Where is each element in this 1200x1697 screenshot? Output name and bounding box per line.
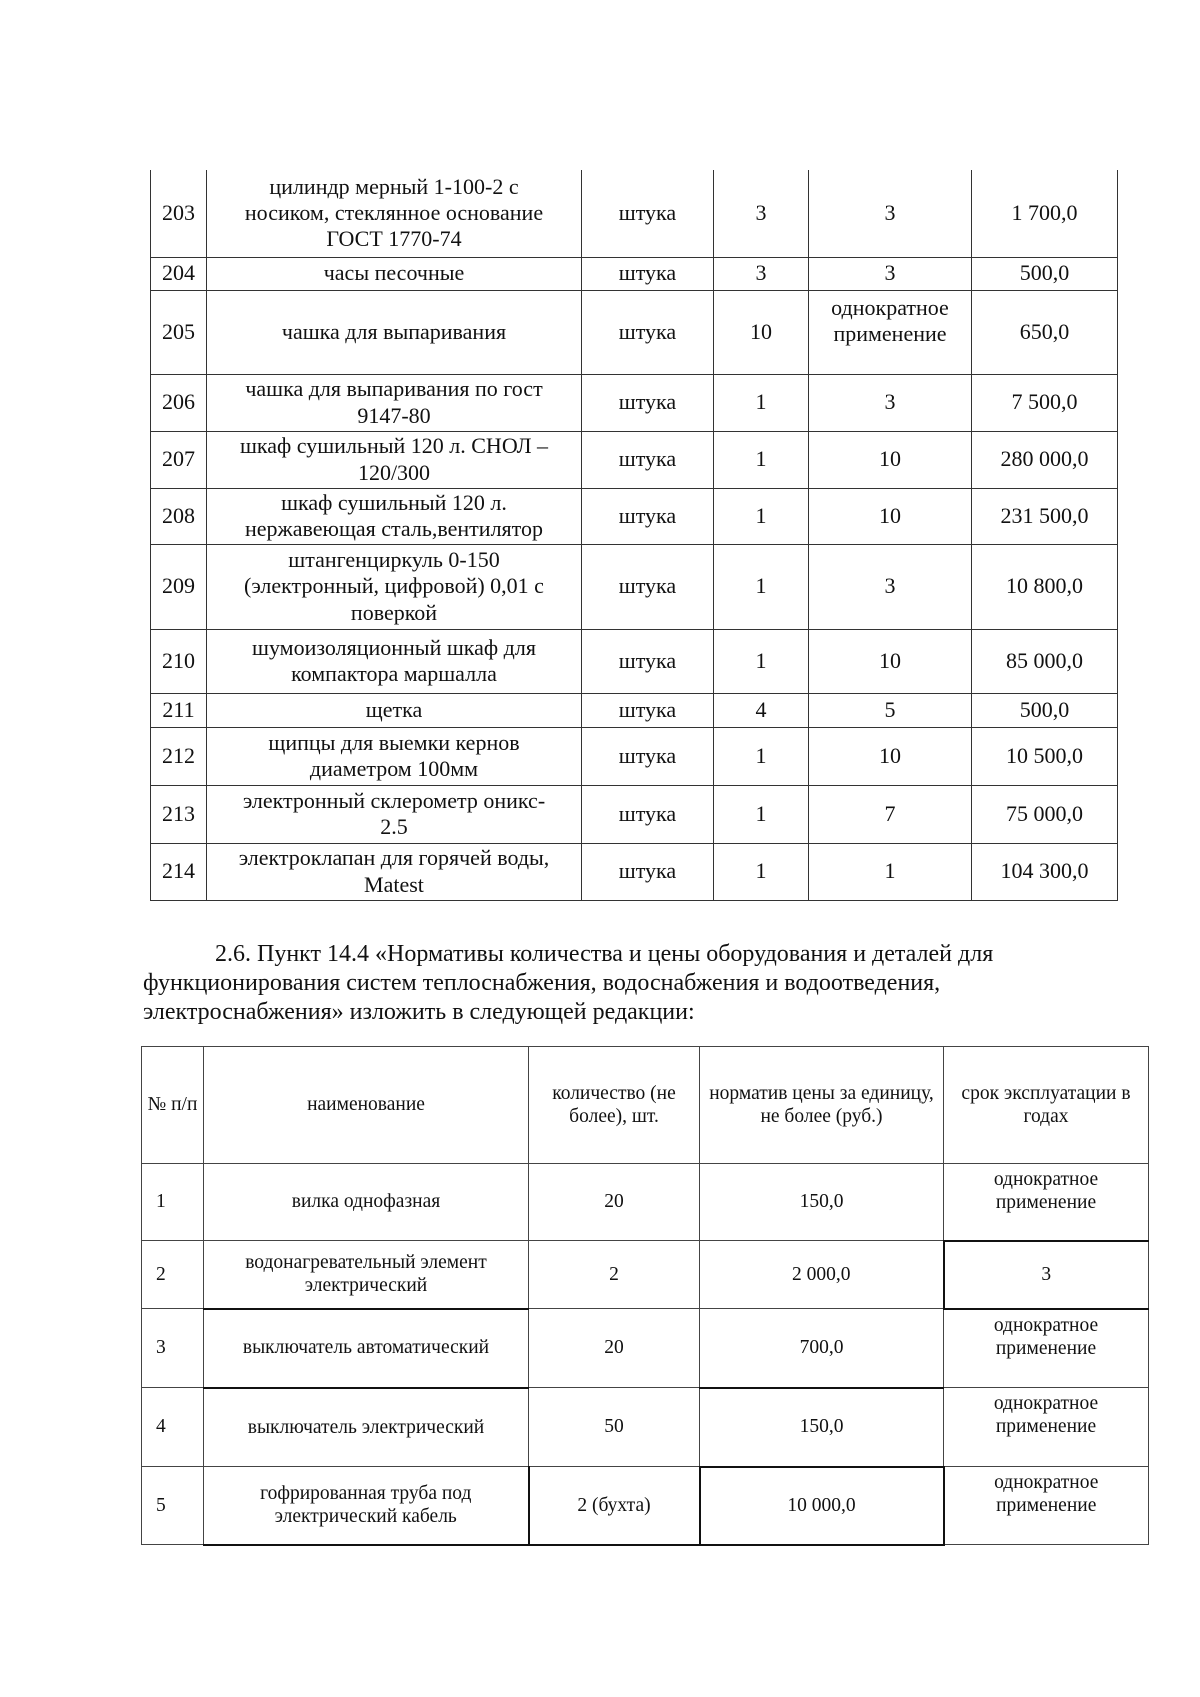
quantity: 2 — [529, 1241, 700, 1309]
table-row — [142, 1309, 1149, 1388]
row-number: 213 — [151, 785, 207, 843]
row-number: 1 — [142, 1164, 204, 1241]
quantity: 50 — [529, 1388, 700, 1467]
quantity: 1 — [714, 727, 809, 785]
item-name: шкаф сушильный 120 л. СНОЛ – 120/300 — [207, 431, 582, 488]
paragraph-line: функционирования систем теплоснабжения, водоснабжения и водоотведения, — [143, 970, 941, 996]
row-number: 2 — [142, 1241, 204, 1309]
table-row — [151, 170, 1118, 257]
service-term: однократное применение — [944, 1467, 1149, 1545]
header-price: норматив цены за единицу, не более (руб.) — [700, 1047, 944, 1164]
price: 150,0 — [700, 1388, 944, 1467]
table-row — [151, 257, 1118, 290]
quantity: 20 — [529, 1164, 700, 1241]
paragraph-line: 2.6. Пункт 14.4 «Нормативы количества и цены оборудования и деталей для — [215, 941, 994, 967]
unit: штука — [582, 843, 714, 900]
unit: штука — [582, 488, 714, 544]
item-name: чашка для выпаривания — [207, 290, 582, 374]
service-term: 10 — [809, 727, 972, 785]
price: 10 500,0 — [972, 727, 1118, 785]
table-row — [151, 290, 1118, 374]
row-number: 214 — [151, 843, 207, 900]
service-term: 5 — [809, 693, 972, 727]
quantity: 3 — [714, 257, 809, 290]
price: 500,0 — [972, 257, 1118, 290]
price: 10 800,0 — [972, 544, 1118, 629]
service-term: однократное применение — [944, 1309, 1149, 1388]
row-number: 206 — [151, 374, 207, 431]
service-term: однократное применение — [809, 290, 972, 374]
quantity: 4 — [714, 693, 809, 727]
service-term: 3 — [809, 374, 972, 431]
quantity: 1 — [714, 785, 809, 843]
item-name: вилка однофазная — [204, 1164, 529, 1241]
unit: штука — [582, 170, 714, 257]
row-number: 210 — [151, 629, 207, 693]
quantity: 1 — [714, 374, 809, 431]
service-term: 1 — [809, 843, 972, 900]
row-number: 207 — [151, 431, 207, 488]
price: 500,0 — [972, 693, 1118, 727]
unit: штука — [582, 727, 714, 785]
item-name: щипцы для выемки кернов диаметром 100мм — [207, 727, 582, 785]
electrical-parts-table — [141, 1046, 1149, 1546]
price: 150,0 — [700, 1164, 944, 1241]
table-row — [151, 488, 1118, 544]
price: 231 500,0 — [972, 488, 1118, 544]
table-row — [151, 431, 1118, 488]
table-row — [151, 843, 1118, 900]
unit: штука — [582, 785, 714, 843]
price: 75 000,0 — [972, 785, 1118, 843]
unit: штука — [582, 544, 714, 629]
item-name: выключатель автоматический — [204, 1309, 529, 1388]
item-name: щетка — [207, 693, 582, 727]
item-name: цилиндр мерный 1-100-2 с носиком, стеклянное основание ГОСТ 1770-74 — [207, 170, 582, 257]
quantity: 10 — [714, 290, 809, 374]
item-name: гофрированная труба под электрический кабель — [204, 1467, 529, 1545]
row-number: 204 — [151, 257, 207, 290]
price: 650,0 — [972, 290, 1118, 374]
price: 85 000,0 — [972, 629, 1118, 693]
unit: штука — [582, 431, 714, 488]
row-number: 212 — [151, 727, 207, 785]
service-term: 3 — [809, 257, 972, 290]
table-row — [142, 1241, 1149, 1309]
item-name: электроклапан для горячей воды, Matest — [207, 843, 582, 900]
quantity: 2 (бухта) — [529, 1467, 700, 1545]
paragraph-line: электроснабжения» изложить в следующей редакции: — [143, 999, 695, 1025]
item-name: часы песочные — [207, 257, 582, 290]
item-name: штангенциркуль 0-150 (электронный, цифровой) 0,01 с поверкой — [207, 544, 582, 629]
row-number: 5 — [142, 1467, 204, 1545]
price: 104 300,0 — [972, 843, 1118, 900]
item-name: шумоизоляционный шкаф для компактора маршалла — [207, 629, 582, 693]
price: 7 500,0 — [972, 374, 1118, 431]
amendment-paragraph — [143, 940, 1122, 1027]
quantity: 1 — [714, 544, 809, 629]
equipment-table-continued — [150, 170, 1118, 901]
table-row — [142, 1467, 1149, 1545]
table-header-row — [142, 1047, 1149, 1164]
price: 1 700,0 — [972, 170, 1118, 257]
service-term: 10 — [809, 431, 972, 488]
table-row — [151, 785, 1118, 843]
unit: штука — [582, 629, 714, 693]
quantity: 1 — [714, 488, 809, 544]
table-row — [151, 544, 1118, 629]
item-name: электронный склерометр оникс- 2.5 — [207, 785, 582, 843]
unit: штука — [582, 374, 714, 431]
service-term: однократное применение — [944, 1388, 1149, 1467]
item-name: шкаф сушильный 120 л. нержавеющая сталь,вентилятор — [207, 488, 582, 544]
price: 280 000,0 — [972, 431, 1118, 488]
unit: штука — [582, 290, 714, 374]
item-name: выключатель электрический — [204, 1388, 529, 1467]
quantity: 1 — [714, 431, 809, 488]
service-term: 3 — [944, 1241, 1149, 1309]
price: 10 000,0 — [700, 1467, 944, 1545]
quantity: 3 — [714, 170, 809, 257]
unit: штука — [582, 693, 714, 727]
header-quantity: количество (не более), шт. — [529, 1047, 700, 1164]
table-row — [151, 374, 1118, 431]
row-number: 211 — [151, 693, 207, 727]
header-number: № п/п — [142, 1047, 204, 1164]
row-number: 205 — [151, 290, 207, 374]
service-term: 7 — [809, 785, 972, 843]
table-row — [151, 727, 1118, 785]
service-term: однократное применение — [944, 1164, 1149, 1241]
item-name: водонагревательный элемент электрический — [204, 1241, 529, 1309]
row-number: 4 — [142, 1388, 204, 1467]
row-number: 3 — [142, 1309, 204, 1388]
unit: штука — [582, 257, 714, 290]
price: 700,0 — [700, 1309, 944, 1388]
row-number: 208 — [151, 488, 207, 544]
service-term: 3 — [809, 544, 972, 629]
quantity: 1 — [714, 843, 809, 900]
item-name: чашка для выпаривания по гост 9147-80 — [207, 374, 582, 431]
table-row — [151, 629, 1118, 693]
table-row — [142, 1164, 1149, 1241]
service-term: 10 — [809, 488, 972, 544]
quantity: 1 — [714, 629, 809, 693]
header-name: наименование — [204, 1047, 529, 1164]
table-row — [142, 1388, 1149, 1467]
table-row — [151, 693, 1118, 727]
row-number: 209 — [151, 544, 207, 629]
row-number: 203 — [151, 170, 207, 257]
price: 2 000,0 — [700, 1241, 944, 1309]
header-service-term: срок эксплуатации в годах — [944, 1047, 1149, 1164]
service-term: 10 — [809, 629, 972, 693]
service-term: 3 — [809, 170, 972, 257]
quantity: 20 — [529, 1309, 700, 1388]
